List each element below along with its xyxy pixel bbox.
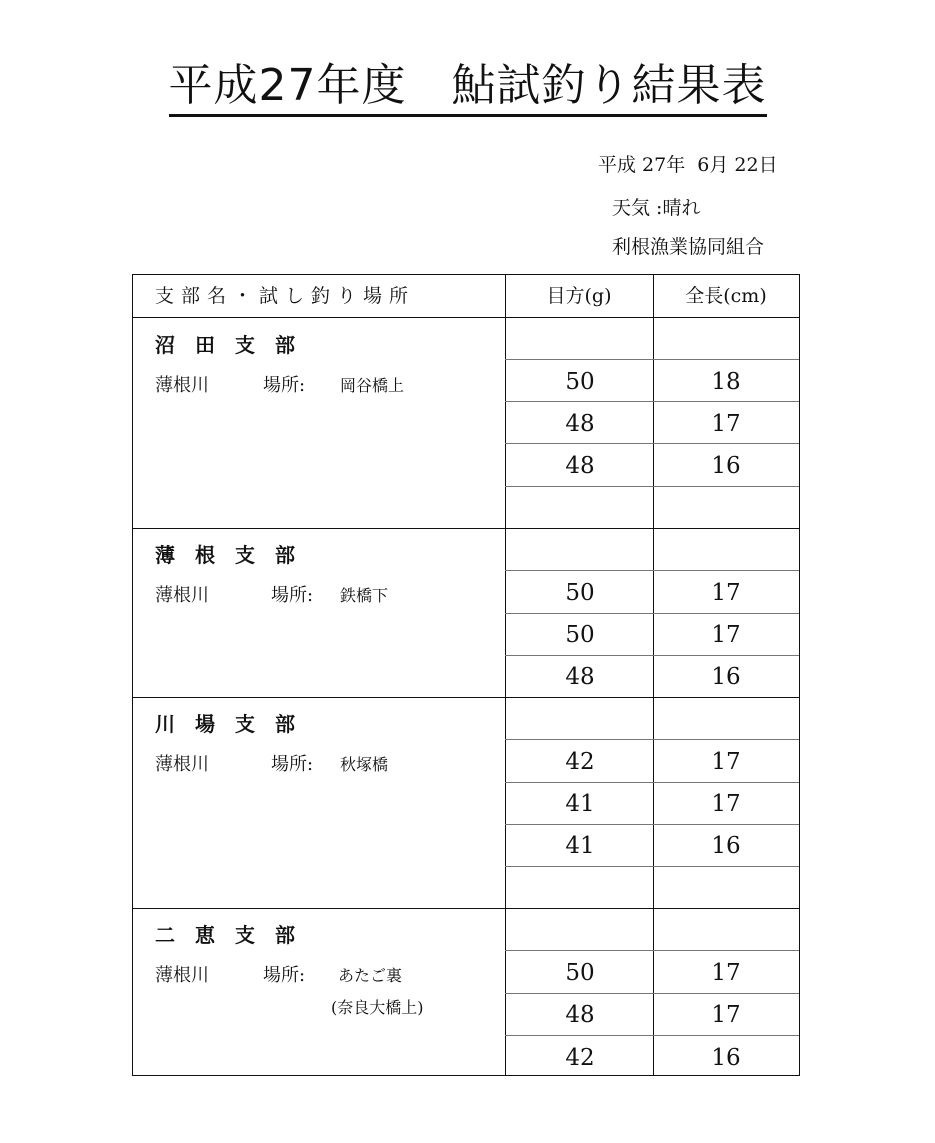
place-label: 場所: (263, 375, 306, 396)
column-divider (505, 275, 506, 1075)
results-table (132, 274, 800, 1076)
place-name: 鉄橋下 (340, 586, 389, 605)
weight-value: 48 (565, 411, 595, 437)
document-title-text: 平成27年度 鮎試釣り結果表 (169, 60, 767, 117)
weight-value: 50 (565, 622, 595, 648)
place-name: 岡谷橋上 (340, 376, 405, 395)
length-value: 17 (711, 580, 741, 606)
place-name-extra: (奈良大橋上) (331, 998, 424, 1017)
survey-date: 平成 27年 6月 22日 (598, 154, 778, 176)
row-line (505, 359, 799, 360)
header-length: 全長(cm) (685, 285, 767, 307)
header-weight: 目方(g) (546, 285, 612, 307)
weight-value: 50 (565, 580, 595, 606)
weight-value: 48 (565, 664, 595, 690)
weight-value: 42 (565, 1045, 595, 1071)
place-label: 場所: (271, 585, 314, 606)
weight-value: 50 (565, 960, 595, 986)
river-name: 薄根川 (155, 965, 209, 986)
length-value: 17 (711, 791, 741, 817)
length-value: 17 (711, 749, 741, 775)
header-location: 支部名・試し釣り場所 (155, 285, 416, 307)
place-label: 場所: (271, 754, 314, 775)
weight-value: 41 (565, 833, 595, 859)
length-value: 17 (711, 411, 741, 437)
length-value: 16 (711, 1045, 741, 1071)
section-divider (133, 528, 799, 529)
weight-value: 42 (565, 749, 595, 775)
river-name: 薄根川 (155, 375, 209, 396)
weight-value: 48 (565, 1002, 595, 1028)
river-name: 薄根川 (155, 754, 209, 775)
header-divider (133, 317, 799, 318)
branch-name: 沼 田 支 部 (155, 333, 295, 357)
place-name: あたご裏 (338, 966, 403, 985)
place-label: 場所: (263, 965, 306, 986)
branch-name: 二 恵 支 部 (155, 923, 295, 947)
weight-value: 41 (565, 791, 595, 817)
length-value: 16 (711, 664, 741, 690)
branch-name: 薄 根 支 部 (155, 543, 295, 567)
length-value: 17 (711, 960, 741, 986)
row-line (505, 739, 799, 740)
weather-info: 天気 :晴れ (612, 197, 701, 219)
weight-value: 50 (565, 369, 595, 395)
length-value: 16 (711, 833, 741, 859)
document-title (0, 60, 935, 117)
place-name: 秋塚橋 (340, 755, 389, 774)
section-divider (133, 908, 799, 909)
length-value: 16 (711, 453, 741, 479)
branch-name: 川 場 支 部 (155, 712, 295, 736)
length-value: 18 (711, 369, 741, 395)
row-line (505, 570, 799, 571)
length-value: 17 (711, 1002, 741, 1028)
row-line (505, 950, 799, 951)
river-name: 薄根川 (155, 585, 209, 606)
weight-value: 48 (565, 453, 595, 479)
organization-name: 利根漁業協同組合 (612, 236, 765, 258)
length-value: 17 (711, 622, 741, 648)
